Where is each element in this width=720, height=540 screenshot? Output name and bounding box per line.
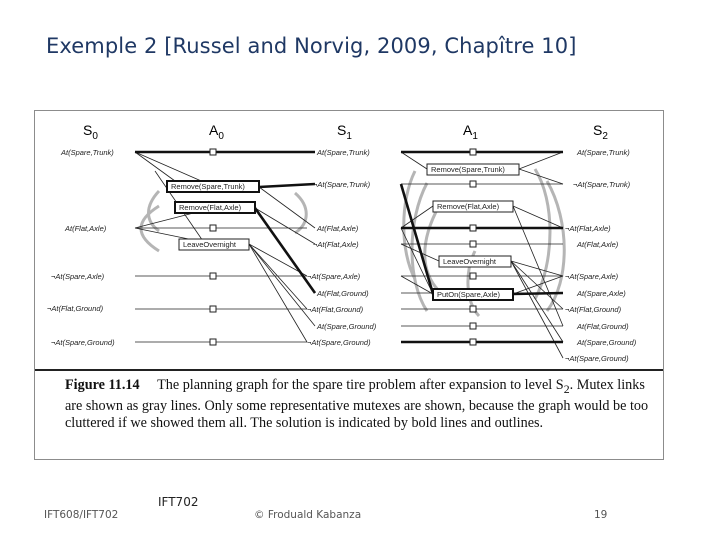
s2-literal: At(Flat,Ground): [577, 322, 629, 331]
a1-action: LeaveOvernight: [443, 257, 496, 266]
s2-literal: ¬At(Spare,Axle): [565, 272, 619, 281]
s2-literal: At(Spare,Trunk): [577, 148, 630, 157]
slide-title: Exemple 2 [Russel and Norvig, 2009, Chapître 10]: [46, 34, 577, 58]
header-s1: $S_1$: [337, 122, 352, 142]
s1-literal: ¬At(Spare,Ground): [307, 338, 371, 347]
s1-literal: ¬At(Spare,Trunk): [313, 180, 371, 189]
persistence-node: [210, 306, 216, 312]
persistence-node: [210, 149, 216, 155]
action-link: [401, 152, 427, 169]
a1-action: Remove(Spare,Trunk): [431, 165, 505, 174]
a0-actions: [167, 181, 259, 250]
header-a0: $A_0$: [209, 122, 224, 142]
action-link: [249, 244, 315, 326]
action-link: [519, 152, 563, 169]
s1-literal: At(Spare,Ground): [317, 322, 377, 331]
s2-literals: [565, 148, 637, 363]
persistence-node: [470, 181, 476, 187]
solution-link: [401, 184, 433, 294]
planning-graph-diagram: [35, 111, 663, 371]
persistence-node: [470, 323, 476, 329]
s0-literal: At(Flat,Axle): [65, 224, 107, 233]
s2-literal: At(Flat,Axle): [577, 240, 619, 249]
s1-literal: At(Flat,Ground): [317, 289, 369, 298]
s0-literal: ¬At(Spare,Ground): [51, 338, 115, 347]
action-link: [249, 244, 307, 309]
s2-literal: ¬At(Spare,Trunk): [573, 180, 631, 189]
s1-literal: ¬At(Spare,Axle): [307, 272, 361, 281]
s1-literal: At(Flat,Axle): [317, 224, 359, 233]
s0-literals: [47, 148, 115, 347]
header-s2: $S_2$: [593, 122, 608, 142]
header-a1: $A_1$: [463, 122, 478, 142]
s1-literals: [307, 148, 377, 347]
s2-literal: ¬At(Flat,Ground): [565, 305, 622, 314]
footer-course: IFT702: [158, 495, 199, 509]
solution-link: [513, 293, 563, 294]
s0-literal: ¬At(Flat,Ground): [47, 304, 104, 313]
a0-action: LeaveOvernight: [183, 240, 236, 249]
persistence-node: [210, 339, 216, 345]
action-link: [511, 261, 563, 358]
s0-literal: ¬At(Spare,Axle): [51, 272, 105, 281]
a0-action: Remove(Flat,Axle): [179, 203, 242, 212]
persistence-node: [210, 225, 216, 231]
s2-literal: At(Spare,Ground): [577, 338, 637, 347]
header-s0: $S_0$: [83, 122, 98, 142]
s1-literal: ¬At(Flat,Axle): [313, 240, 359, 249]
s1-literal: ¬At(Flat,Ground): [307, 305, 364, 314]
a1-action: Remove(Flat,Axle): [437, 202, 500, 211]
persistence-node: [470, 149, 476, 155]
s2-literal: At(Spare,Axle): [577, 289, 626, 298]
action-link: [249, 244, 307, 342]
caption-text-2: . Mutex links are shown as gray lines. Only some representative mutexes are shown, because the graph would be too cluttered if we showed them all. The solution is indicated by bold lines and outlines.: [65, 377, 649, 431]
planning-graph-figure: [34, 110, 664, 460]
a1-action: PutOn(Spare,Axle): [437, 290, 500, 299]
s1-literal: At(Spare,Trunk): [317, 148, 370, 157]
persistence-node: [470, 225, 476, 231]
s2-literal: ¬At(Spare,Ground): [565, 354, 629, 363]
caption-label: Figure 11.14: [65, 377, 140, 393]
persistence-node: [470, 339, 476, 345]
solution-link: [259, 184, 315, 187]
action-link: [513, 206, 563, 326]
figure-caption: [65, 377, 655, 432]
s0-literal: At(Spare,Trunk): [61, 148, 114, 157]
persistence-node: [470, 306, 476, 312]
persistence-node: [470, 273, 476, 279]
persistence-node: [470, 241, 476, 247]
page-number: 19: [594, 509, 608, 521]
a0-action: Remove(Spare,Trunk): [171, 182, 245, 191]
persistence-node: [210, 273, 216, 279]
footer-course-code: IFT608/IFT702: [44, 509, 119, 521]
s2-literal: ¬At(Flat,Axle): [565, 224, 611, 233]
caption-text-1: The planning graph for the spare tire problem after expansion to level S: [157, 377, 564, 393]
footer-copyright: © Froduald Kabanza: [254, 509, 362, 521]
caption-level-sub: 2: [563, 381, 570, 396]
